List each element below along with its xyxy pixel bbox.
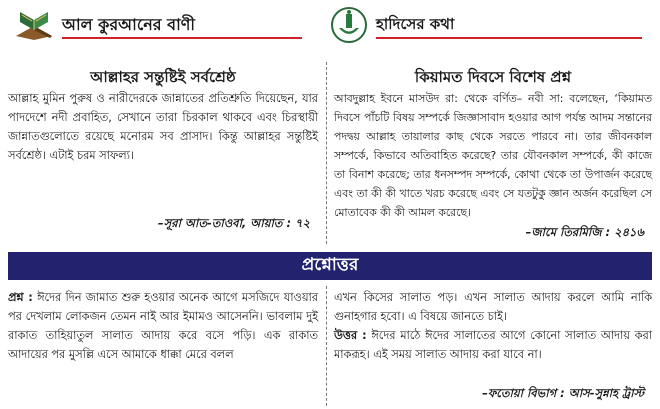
hadith-source: –জামে তিরমিজি : ২৪১৬: [525, 225, 644, 239]
hadith-heading: কিয়ামত দিবসে বিশেষ প্রশ্ন: [414, 68, 572, 86]
quran-section-title: আল কুরআনের বাণী: [62, 15, 195, 34]
answer-label: উত্তর :: [334, 329, 367, 342]
quran-heading: আল্লাহর সন্তুষ্টিই সর্বশ্রেষ্ঠ: [90, 68, 236, 86]
quran-source: –সূরা আত-তাওবা, আয়াত : ৭২: [157, 216, 310, 230]
qa-question-left: [8, 288, 318, 364]
qa-banner: [8, 252, 652, 280]
qa-column-divider: [326, 286, 327, 406]
quran-book-icon: [12, 6, 56, 42]
qa-question-right: এখন কিসের সালাত পড়। এখন সালাত আদায় করলে আমি নাকি গুনাহগার হবো। এ বিষয়ে জানতে চাই।: [334, 291, 652, 323]
answer-text: ঈদের মাঠে ঈদের সালাতের আগে কোনো সালাত আদায় করা মাকরূহ। এই সময় সালাত আদায় করা যাবে না।: [334, 329, 652, 361]
hadith-header-rule: [376, 37, 642, 39]
question-label: প্রশ্ন :: [8, 291, 33, 304]
qa-source: –ফতোয়া বিভাগ : আস-সুন্নাহ ট্রাস্ট: [482, 386, 644, 400]
quran-header-rule: [62, 37, 302, 39]
column-divider: [326, 62, 327, 244]
question-text-left: ঈদের দিন জামাত শুরু হওয়ার অনেক আগে মসজিদে যাওয়ার পর দেখলাম লোকজন তেমন নাই আর ইমামও আসেননি। ভাবলাম দুই রাকাত তাহিয়াতুল সালাত আদায় করে বসে পড়ি। এক রাকাত আদায়ের পর মুসল্লি এসে আমাকে ধাক্কা মেরে বলল: [8, 291, 319, 361]
hadith-body: আবদুল্লাহ ইবনে মাসউদ রা: থেকে বর্ণিত– নবী সা: বলেছেন, ‘কিয়ামত দিবসে পাঁচটি বিষয় সম্পর্কে জিজ্ঞাসাবাদ হওয়ার আগ পর্যন্ত আদম সন্তানের পদদ্বয় আল্লাহ তায়ালার কাছ থেকে সরতে পারবে না। তার জীবনকাল সম্পর্কে, কিভাবে অতিবাহিত করেছে? তার যৌবনকাল সম্পর্কে, কী কাজে তা বিনাশ করেছে; তার ধনসম্পদ সম্পর্কে, কোথা থেকে তা উপার্জন করেছে এবং তা কী কী খাতে খরচ করেছে এবং সে যতটুকু জ্ঞান অর্জন করেছিল সে মোতাবেক কী কী আমল করেছে।: [334, 92, 652, 219]
quran-body: আল্লাহ মুমিন পুরুষ ও নারীদেরকে জান্নাতের প্রতিশ্রুতি দিয়েছেন, যার পাদদেশে নদী প্রবাহিত, সেখানে তারা চিরকাল থাকবে এবং চিরস্থায়ী জান্নাতগুলোতে রয়েছে মনোরম সব প্রাসাদ। কিন্তু আল্লাহর সন্তুষ্টিই সর্বশ্রেষ্ঠ। এটাই চরম সাফল্য।: [8, 92, 318, 162]
hadith-section-title: হাদিসের কথা: [376, 15, 455, 33]
hadith-logo-icon: [330, 6, 368, 44]
qa-answer: [334, 326, 652, 364]
qa-banner-title: প্রশ্নোত্তর: [301, 255, 359, 275]
